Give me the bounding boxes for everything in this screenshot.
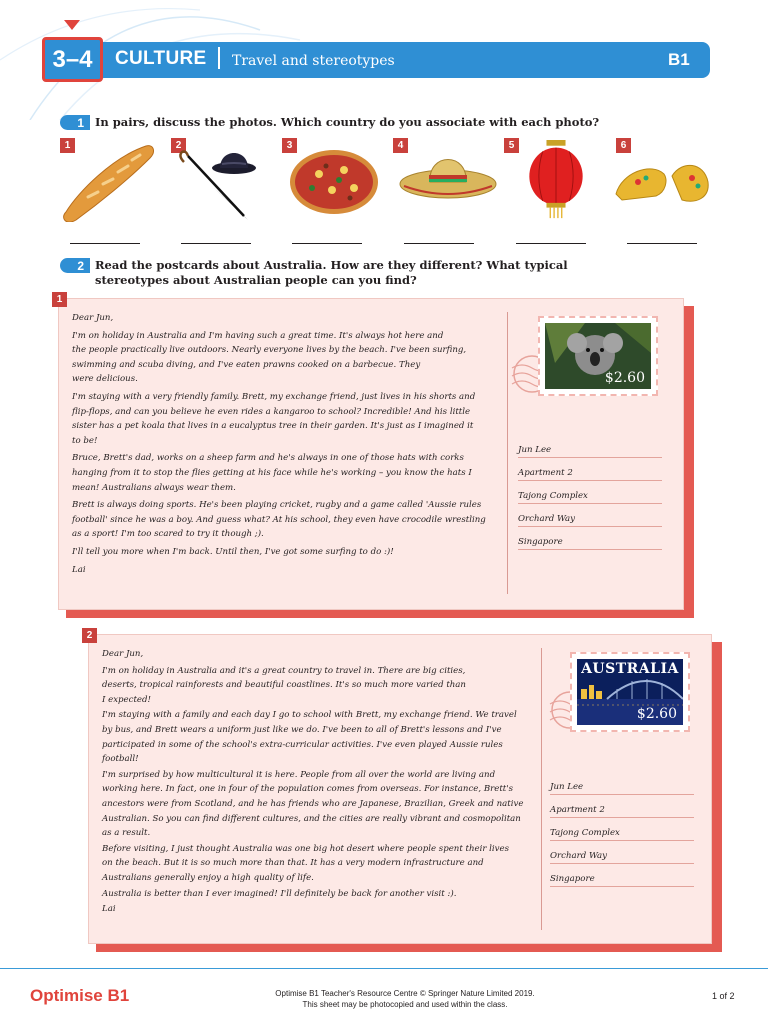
postcard-2-address-line-5: Singapore: [550, 874, 694, 887]
postcard-1-paragraph: [72, 329, 504, 387]
postcard-2-address-line-3: Tajong Complex: [550, 828, 694, 841]
answer-line-6[interactable]: [627, 243, 697, 244]
koala-stamp-image: [545, 323, 651, 389]
text-line: Australians generally enjoy a high quality of life.: [102, 872, 314, 883]
baguette-icon: [58, 142, 158, 222]
postcard-2-paragraph: [102, 708, 540, 766]
postcard-2-number: 2: [82, 628, 97, 643]
postcard-1-stamp: [538, 316, 658, 396]
postcard-1-paragraph: [72, 545, 504, 560]
exercise-2-instruction-line1: Read the postcards about Australia. How are they different? What typical: [95, 258, 568, 272]
header-separator: [218, 47, 220, 69]
exercise-2-instruction-line2: stereotypes about Australian people can you find?: [95, 273, 417, 287]
page-number: 1 of 2: [712, 991, 735, 1001]
text-line: football!: [102, 754, 139, 765]
postcard-2-divider: [541, 648, 542, 930]
answer-line-3[interactable]: [292, 243, 362, 244]
photo-number-1: 1: [60, 138, 75, 153]
pizza-icon: [284, 142, 384, 222]
footer-brand: Optimise B1: [30, 986, 130, 1005]
text-line: I'm on holiday in Australia and it's a great country to travel in. There are big cities,: [102, 665, 466, 676]
postcard-2-paragraph: [102, 664, 540, 708]
text-line: I'll tell you more when I'm back. Until then, I've got some surfing to do :)!: [72, 546, 394, 557]
text-line: were delicious.: [72, 374, 138, 385]
text-line: I'm staying with a family and each day I go to school with Brett, my exchange friend. We travel: [102, 710, 517, 721]
stamp-2-title: AUSTRALIA: [581, 661, 679, 677]
exercise-1-number: 1: [60, 115, 90, 130]
photo-number-5: 5: [504, 138, 519, 153]
sombrero-icon: [398, 142, 498, 222]
postcard-2-message: [102, 647, 540, 920]
text-line: working here. In fact, one in four of the population comes from overseas. For instance, Brett's: [102, 784, 514, 795]
postcard-2-paragraph: [102, 768, 540, 841]
postcard-2-greeting: Dear Jun,: [102, 649, 144, 659]
postcard-1-number: 1: [52, 292, 67, 307]
postcard-1-address-line-4: Orchard Way: [518, 514, 662, 527]
postcard-1-greeting: Dear Jun,: [72, 313, 114, 323]
postcard-2-paragraph: [102, 887, 540, 902]
text-line: Brett is always doing sports. He's been playing cricket, rugby and a game called 'Aussie rules: [72, 500, 482, 511]
postcard-2-stamp: [570, 652, 690, 732]
postcard-2-address-line-2: Apartment 2: [550, 805, 694, 818]
section-title: CULTURE: [115, 48, 207, 69]
text-line: participated in some of the school's extra-curricular activities. I've even played Aussie rules: [102, 739, 503, 750]
sydney-stamp-image: [577, 659, 683, 725]
exercise-2-number: 2: [60, 258, 90, 273]
postcard-1-address-line-1: Jun Lee: [518, 445, 662, 458]
postcard-1-message: [72, 311, 504, 580]
clogs-icon: [612, 142, 712, 222]
text-line: by bus, and Brett wears a uniform just like we do. I've been to all of Brett's lessons and I've: [102, 724, 502, 735]
text-line: I'm on holiday in Australia and I'm having such a great time. It's always hot here and: [72, 330, 444, 341]
unit-number: 3–4: [42, 37, 103, 82]
unit-marker-icon: [64, 20, 80, 30]
footer-copyright-line1: Optimise B1 Teacher's Resource Centre © Springer Nature Limited 2019.: [275, 989, 535, 998]
text-line: as a sport! I'm too scared to try it though ;).: [72, 529, 264, 540]
text-line: mean! Australians always wear them.: [72, 482, 236, 493]
postcard-1-paragraph: [72, 451, 504, 495]
postcard-2-address-line-4: Orchard Way: [550, 851, 694, 864]
text-line: Bruce, Brett's dad, works on a sheep farm and he's always in one of those hats with corks: [72, 453, 464, 464]
answer-line-5[interactable]: [516, 243, 586, 244]
bowler-hat-umbrella-icon: [172, 142, 272, 222]
photo-number-3: 3: [282, 138, 297, 153]
exercise-1-instruction: In pairs, discuss the photos. Which country do you associate with each photo?: [95, 115, 600, 129]
level-badge: B1: [668, 50, 690, 69]
answer-line-1[interactable]: [70, 243, 140, 244]
postcard-1-paragraph: [72, 390, 504, 448]
lesson-subtitle: Travel and stereotypes: [232, 53, 395, 69]
answer-line-2[interactable]: [181, 243, 251, 244]
text-line: hanging from it to stop the flies getting at his face while he's working – you know the hats I: [72, 467, 472, 478]
photo-number-2: 2: [171, 138, 186, 153]
photo-number-4: 4: [393, 138, 408, 153]
postcard-1-address-line-2: Apartment 2: [518, 468, 662, 481]
footer-copyright: [220, 988, 590, 1010]
postcard-1-address-line-5: Singapore: [518, 537, 662, 550]
postcard-1-divider: [507, 312, 508, 594]
postcard-1-signoff: Lai: [72, 564, 86, 575]
text-line: flip-flops, and can you believe he even rides a kangaroo to school? Incredible! And his little: [72, 406, 471, 417]
answer-line-4[interactable]: [404, 243, 474, 244]
text-line: Australia is better than I ever imagined! I'll definitely be back for another visit :).: [102, 888, 457, 899]
text-line: sister has a pet koala that lives in a eucalyptus tree in their garden. It's just as I imagined it: [72, 421, 474, 432]
text-line: the people practically live outdoors. Nearly everyone lives by the beach. I've been surfing,: [72, 345, 467, 356]
text-line: Before visiting, I just thought Australia was one big hot desert where people spent their lives: [102, 843, 510, 854]
exercise-2-instruction: [95, 258, 695, 288]
text-line: to be!: [72, 435, 98, 446]
footer-copyright-line2: This sheet may be photocopied and used within the class.: [302, 1000, 508, 1009]
text-line: swimming and scuba diving, and I've eaten prawns cooked on a barbecue. They: [72, 359, 421, 370]
text-line: deserts, tropical rainforests and beautiful coastlines. It's so much more varied than: [102, 680, 466, 691]
stamp-2-price: $2.60: [636, 706, 677, 722]
postcard-1-address-line-3: Tajong Complex: [518, 491, 662, 504]
stamp-1-price: $2.60: [604, 370, 645, 386]
text-line: I expected!: [102, 694, 151, 705]
photo-number-6: 6: [616, 138, 631, 153]
postcard-2-signoff: Lai: [102, 904, 116, 915]
postcard-2-address-line-1: Jun Lee: [550, 782, 694, 795]
text-line: I'm staying with a very friendly family. Brett, my exchange friend, just lives in his shorts and: [72, 391, 476, 402]
text-line: I'm surprised by how multicultural it is here. People from all over the world are living and: [102, 769, 496, 780]
text-line: football' since he was a boy. And guess what? At his school, they even have crocodile wrestling: [72, 514, 486, 525]
text-line: as a result.: [102, 828, 151, 839]
text-line: on the beach. But it is so much more than that. It has a very modern infrastructure and: [102, 858, 484, 869]
chinese-lantern-icon: [506, 140, 606, 220]
text-line: ancestors were from Scotland, and he has friends who are Japanese, Brazilian, Greek and native: [102, 798, 524, 809]
text-line: Australian. So you can find different cultures, and the cities are really vibrant and cosmopolitan: [102, 813, 521, 824]
postcard-1-paragraph: [72, 498, 504, 542]
footer-rule: [0, 968, 768, 969]
postcard-2-paragraph: [102, 842, 540, 886]
